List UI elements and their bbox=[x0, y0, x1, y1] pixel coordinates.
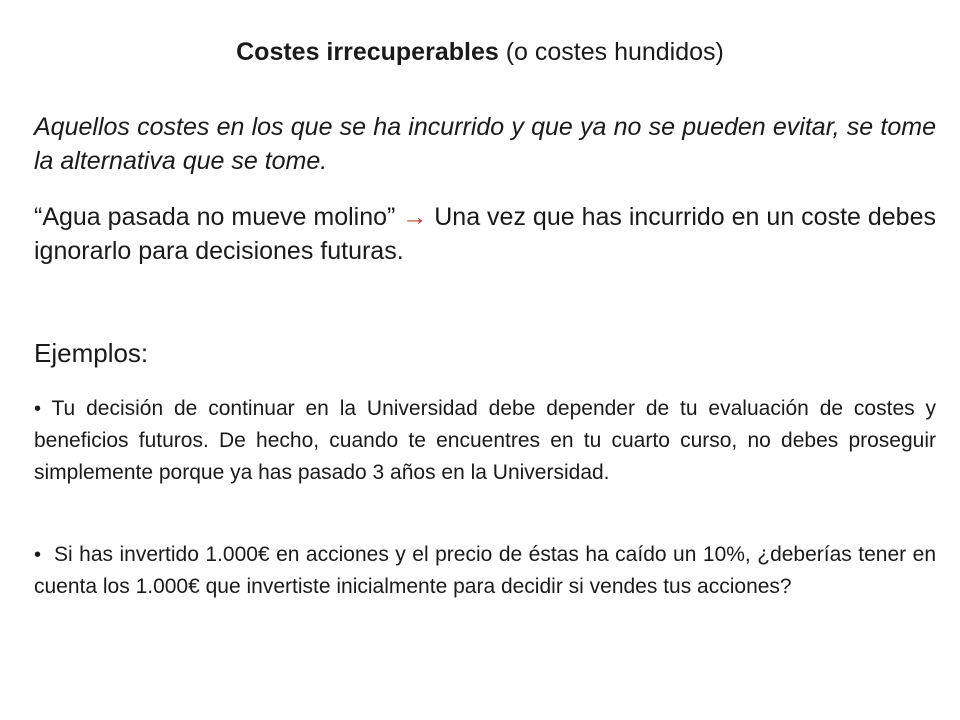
slide-title bbox=[0, 36, 960, 68]
right-arrow-icon: → bbox=[402, 203, 428, 231]
example-text-1: Tu decisión de continuar en la Universidad debe depender de tu evaluación de costes y beneficios futuros. De hecho, cuando te encuentres en tu cuarto curso, no debes proseguir simplemente porque ya has pasado 3 años en la Universidad. bbox=[34, 397, 936, 484]
proverb-paragraph bbox=[34, 200, 936, 268]
slide-title-bold: Costes irrecuperables bbox=[236, 38, 499, 66]
example-text-2: Si has invertido 1.000€ en acciones y el precio de éstas ha caído un 10%, ¿deberías tener en cuenta los 1.000€ que invertiste inicialmente para decidir si vendes tus acciones? bbox=[34, 543, 936, 598]
examples-heading: Ejemplos: bbox=[34, 338, 149, 368]
bullet-icon: • bbox=[34, 398, 42, 420]
example-item-1 bbox=[34, 393, 936, 489]
slide-title-rest: (o costes hundidos) bbox=[498, 38, 724, 66]
proverb-explanation: Una vez que has incurrido en un coste debes ignorarlo para decisiones futuras. bbox=[34, 203, 936, 265]
definition-text: Aquellos costes en los que se ha incurrido y que ya no se pueden evitar, se tome la alternativa que se tome. bbox=[34, 113, 936, 175]
proverb-quote: “Agua pasada no mueve molino” bbox=[34, 203, 396, 231]
bullet-icon: • bbox=[34, 544, 42, 566]
example-item-2 bbox=[34, 539, 936, 603]
